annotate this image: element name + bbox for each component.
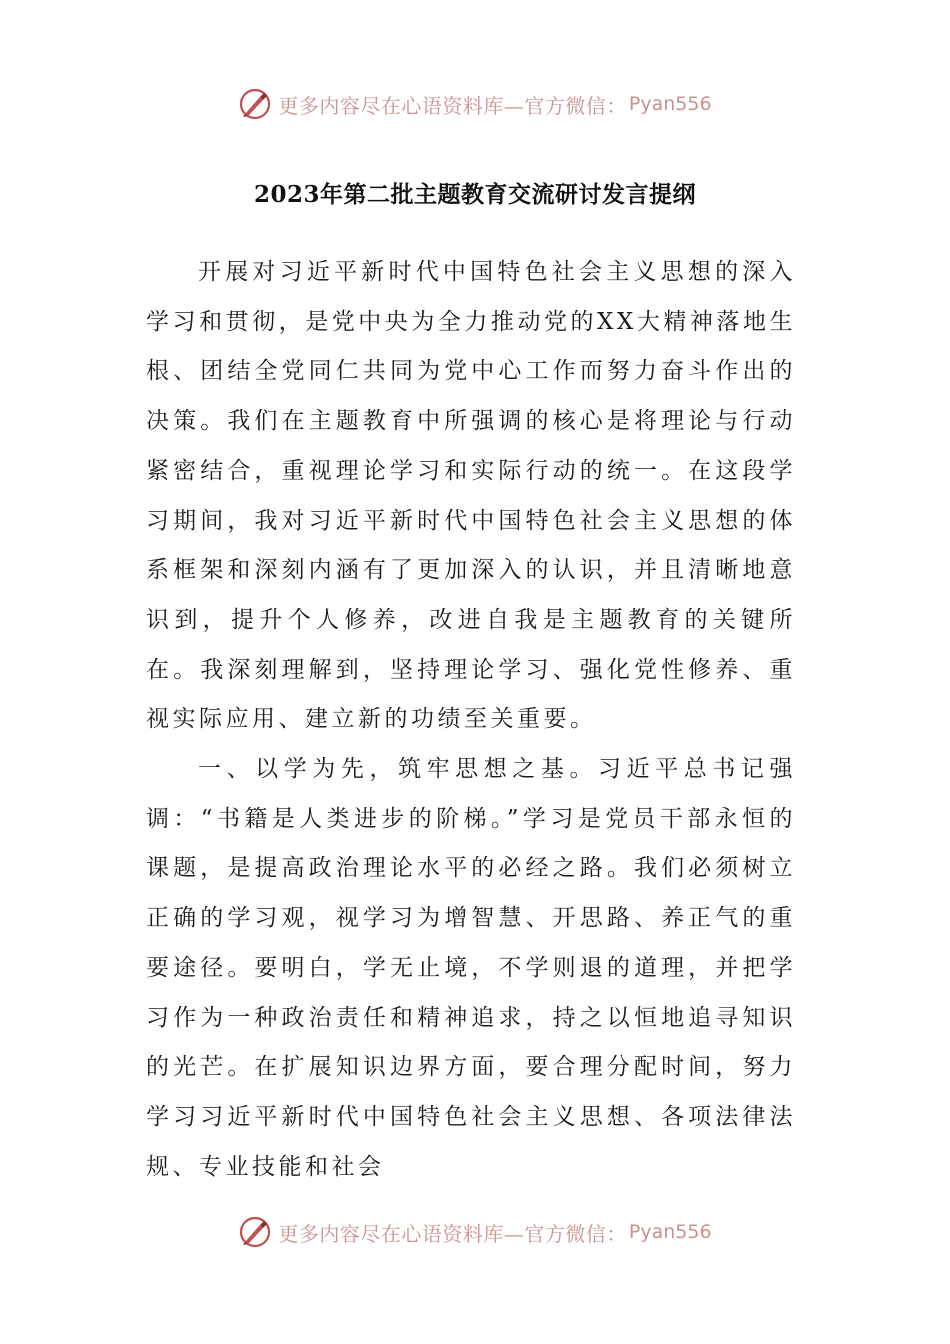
footer-watermark	[0, 1212, 950, 1252]
paragraph-section-one: 一、以学为先，筑牢思想之基。习近平总书记强调：“书籍是人类进步的阶梯。”学习是党员干部永恒的课题，是提高政治理论水平的必经之路。我们必须树立正确的学习观，视学习为增智慧、开思路、养正气的重要途径。要明白，学无止境，不学则退的道理，并把学习作为一种政治责任和精神追求，持之以恒地追寻知识的光芒。在扩展知识边界方面，要合理分配时间，努力学习习近平新时代中国特色社会主义思想、各项法律法规、专业技能和社会	[146, 756, 796, 1180]
document-body	[146, 248, 796, 1192]
watermark-wechat-id: Pyan556	[628, 93, 712, 115]
paragraph-intro: 开展对习近平新时代中国特色社会主义思想的深入学习和贯彻，是党中央为全力推动党的XX大精神落地生根、团结全党同仁共同为党中心工作而努力奋斗作出的决策。我们在主题教育中所强调的核心是将理论与行动紧密结合，重视理论学习和实际行动的统一。在这段学习期间，我对习近平新时代中国特色社会主义思想的体系框架和深刻内涵有了更加深入的认识，并且清晰地意识到，提升个人修养，改进自我是主题教育的关键所在。我深刻理解到，坚持理论学习、强化党性修养、重视实际应用、建立新的功绩至关重要。	[146, 259, 796, 733]
pen-logo-icon	[238, 87, 272, 121]
watermark-text: 更多内容尽在心语资料库—官方微信：	[278, 1221, 627, 1246]
header-watermark	[0, 84, 950, 124]
watermark-text: 更多内容尽在心语资料库—官方微信：	[278, 93, 627, 118]
document-title: 2023年第二批主题教育交流研讨发言提纲	[253, 181, 696, 208]
pen-logo-icon	[238, 1215, 272, 1249]
watermark-wechat-id: Pyan556	[628, 1221, 712, 1243]
